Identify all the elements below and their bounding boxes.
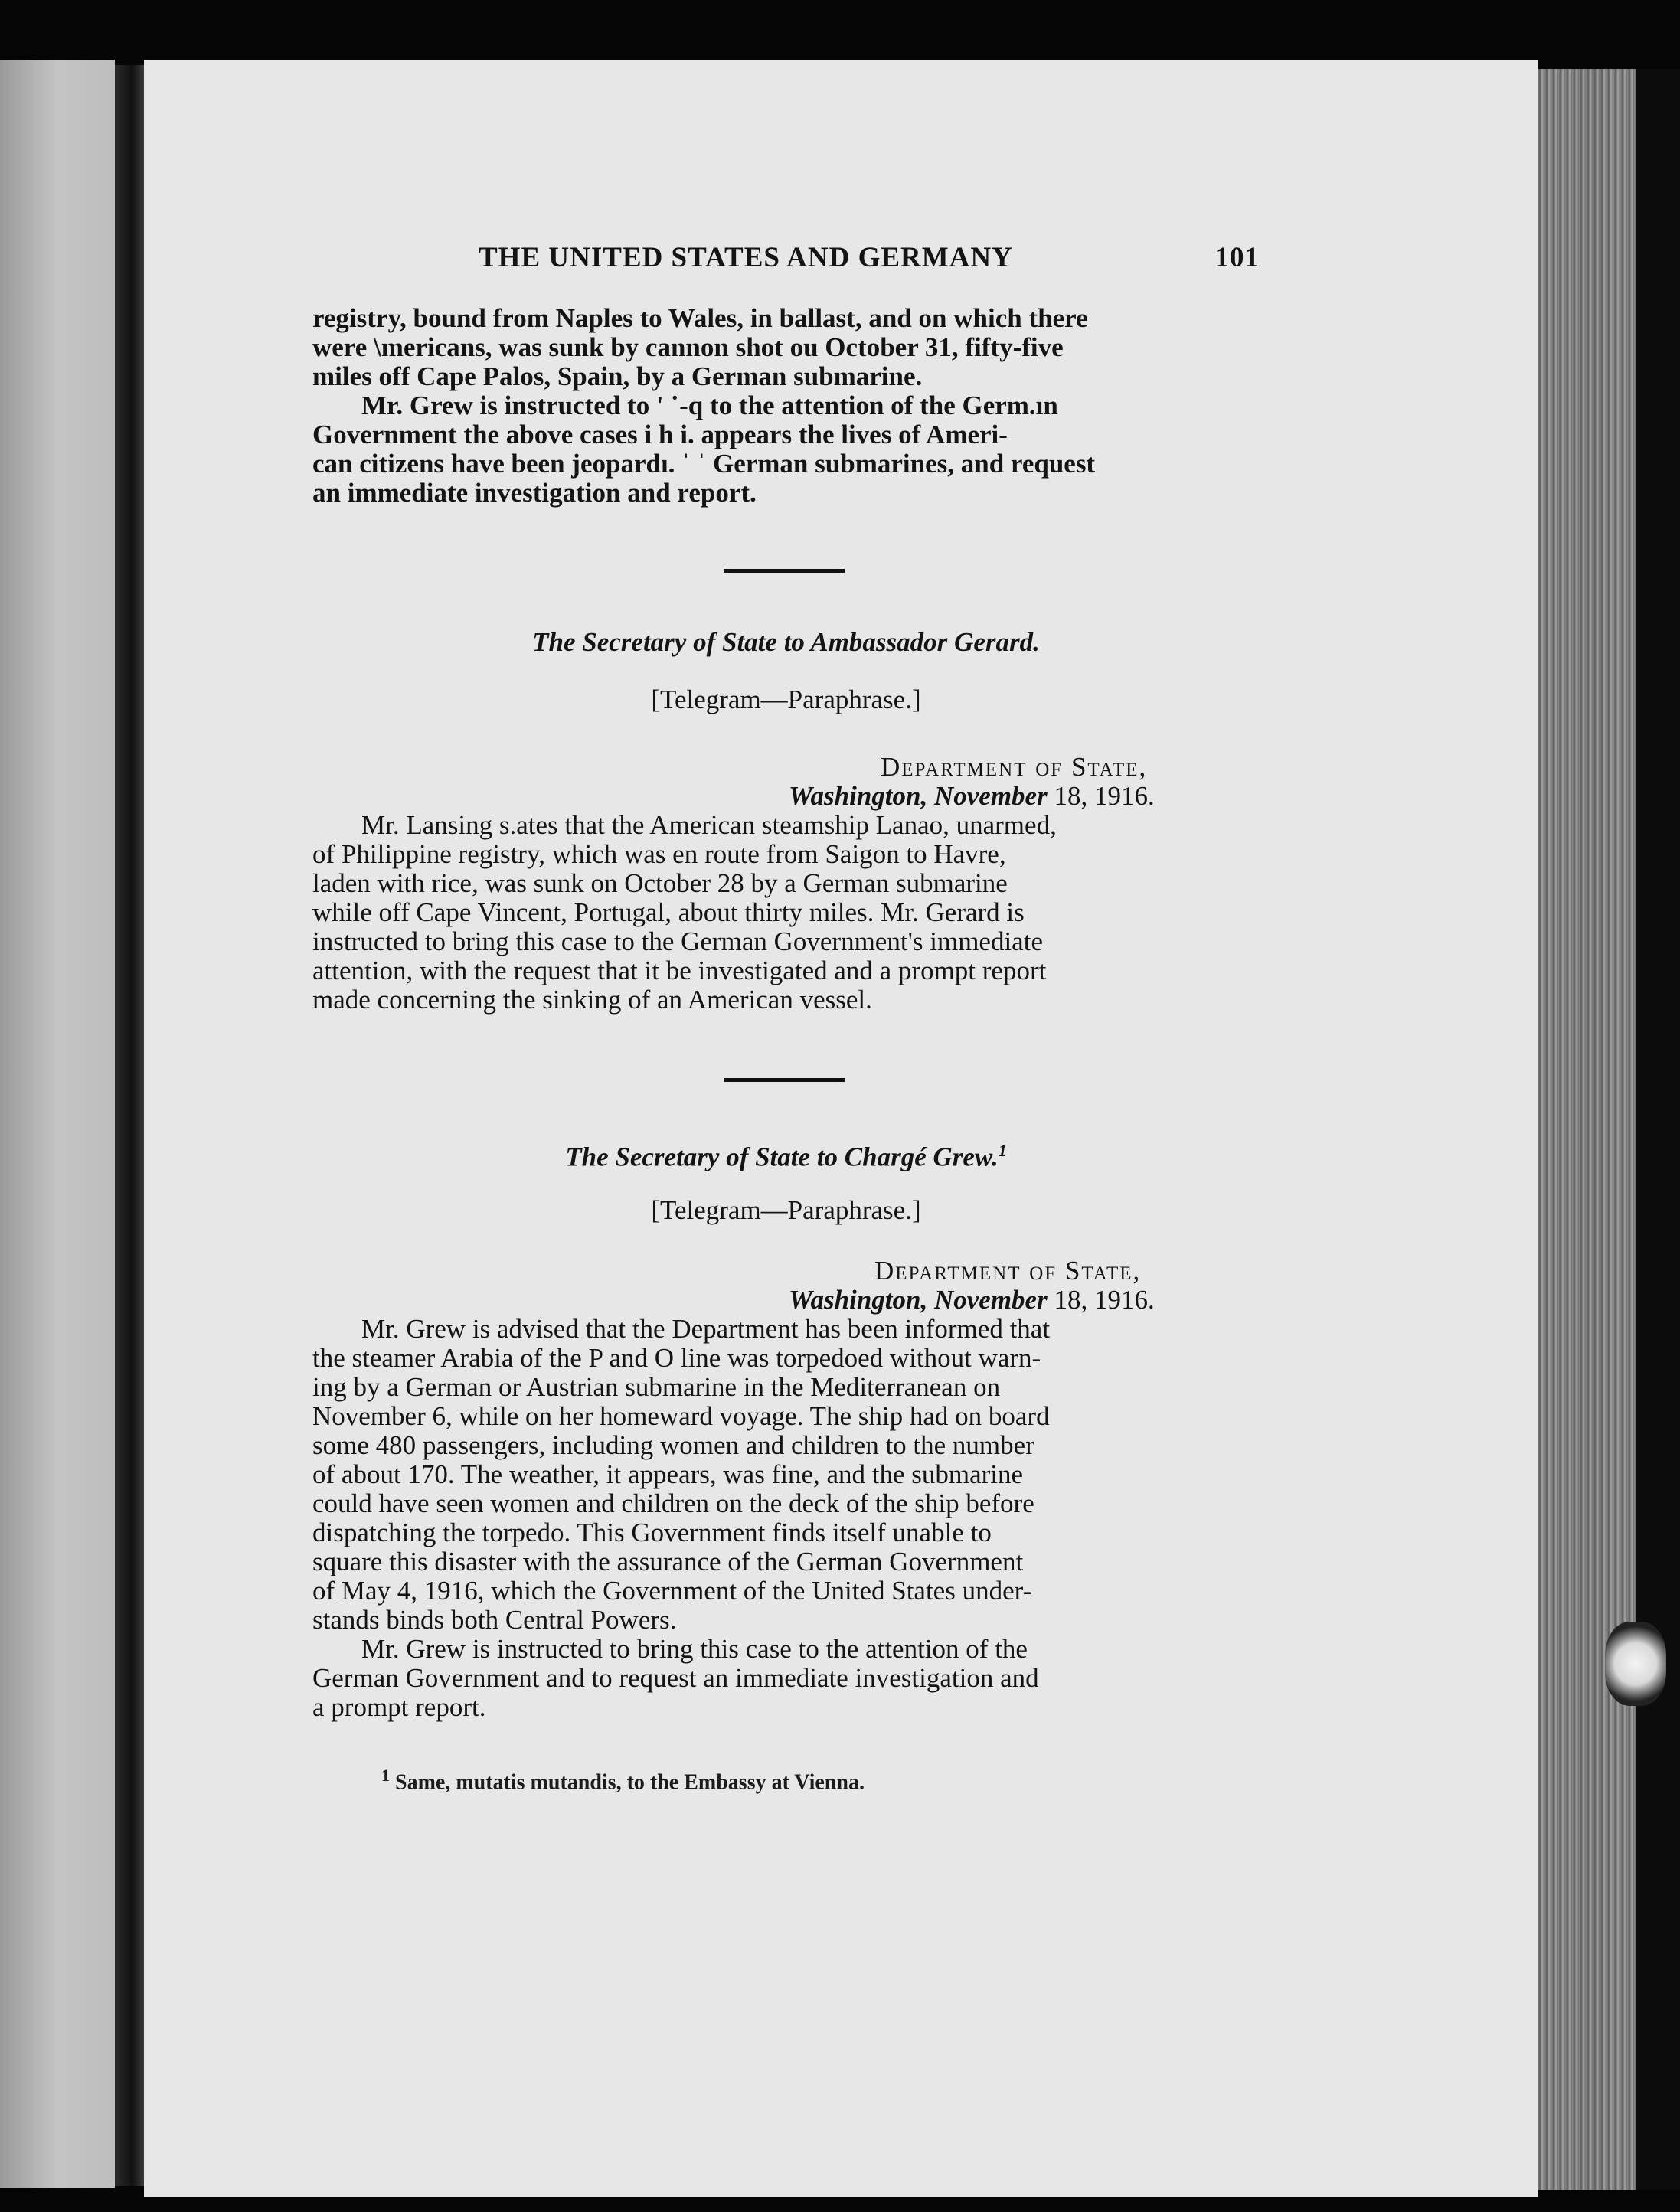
text-line: of Philippine registry, which was en route from Saigon to Havre,: [312, 839, 1006, 869]
running-title: THE UNITED STATES AND GERMANY: [479, 242, 1013, 273]
scan-background: [1636, 69, 1680, 2190]
doc1-dateline: [789, 782, 1155, 811]
text-line: could have seen women and children on the deck of the ship before: [312, 1488, 1034, 1518]
text-line: Mr. Grew is advised that the Department has been informed that: [361, 1314, 1051, 1344]
running-header: [479, 243, 1260, 273]
text-line: square this disaster with the assurance of the German Government: [312, 1547, 1024, 1576]
doc1-department: Department of State,: [881, 752, 1148, 782]
footnote-text: Same, mutatis mutandis, to the Embassy at Vienna.: [395, 1770, 865, 1795]
text-line: Mr. Grew is instructed to ' ˙‑q to the attention of the Germ.ın: [361, 390, 1058, 420]
continuation-paragraph: [312, 304, 1260, 508]
doc2-dateline: [789, 1286, 1155, 1315]
text-line: registry, bound from Naples to Wales, in ballast, and on which there: [312, 303, 1088, 333]
text-line: stands binds both Central Powers.: [312, 1605, 677, 1635]
doc1-dateline-date: 18, 1916.: [1054, 781, 1155, 811]
text-line: German Government and to request an immediate investigation and: [312, 1663, 1039, 1693]
text-line: miles off Cape Palos, Spain, by a German submarine.: [312, 361, 923, 391]
section-divider: [724, 569, 845, 573]
text-line: a prompt report.: [312, 1692, 486, 1722]
text-line: laden with rice, was sunk on October 28 by a German submarine: [312, 868, 1008, 898]
doc2-dateline-date: 18, 1916.: [1054, 1285, 1155, 1315]
footnote: [381, 1766, 865, 1795]
text-line: an immediate investigation and report.: [312, 478, 757, 508]
section-divider: [724, 1078, 845, 1082]
book-gutter: [115, 65, 144, 2186]
text-line: were \mericans, was sunk by cannon shot ou October 31, fifty-five: [312, 332, 1064, 362]
doc2-department: Department of State,: [874, 1256, 1142, 1286]
footnote-mark: 1: [381, 1766, 390, 1785]
text-line: can citizens have been jeopardı. ˈ ˈ German submarines, and request: [312, 449, 1096, 479]
text-line: made concerning the sinking of an American vessel.: [312, 985, 872, 1015]
page-stack-edges: [1538, 69, 1636, 2190]
text-line: some 480 passengers, including women and children to the number: [312, 1430, 1034, 1460]
doc1-dateline-place: Washington, November: [789, 781, 1048, 811]
left-page-edge: [0, 60, 115, 2188]
page-number: 101: [1214, 242, 1260, 273]
text-line: dispatching the torpedo. This Government finds itself unable to: [312, 1518, 992, 1547]
text-line: instructed to bring this case to the German Government's immediate: [312, 926, 1043, 956]
doc2-title-text: The Secretary of State to Chargé Grew.: [565, 1142, 999, 1172]
page-tab-marker: [1605, 1622, 1666, 1706]
doc1-title: The Secretary of State to Ambassador Gerard.: [532, 627, 1040, 657]
text-line: November 6, while on her homeward voyage. The ship had on board: [312, 1401, 1050, 1431]
text-line: Government the above cases i h i. appears the lives of Ameri-: [312, 420, 1008, 449]
footnote-ref: 1: [998, 1141, 1007, 1160]
text-line: Mr. Grew is instructed to bring this case to the attention of the: [361, 1634, 1028, 1664]
doc2-dateline-place: Washington, November: [789, 1285, 1048, 1315]
doc2-body: [312, 1315, 1260, 1722]
text-line: ing by a German or Austrian submarine in the Mediterranean on: [312, 1372, 1001, 1402]
text-line: the steamer Arabia of the P and O line was torpedoed without warn-: [312, 1343, 1041, 1373]
text-line: Mr. Lansing s.ates that the American steamship Lanao, unarmed,: [361, 810, 1057, 840]
doc2-subtitle: [Telegram—Paraphrase.]: [651, 1195, 921, 1225]
text-line: while off Cape Vincent, Portugal, about thirty miles. Mr. Gerard is: [312, 897, 1025, 927]
doc1-body: [312, 811, 1260, 1015]
text-line: of about 170. The weather, it appears, was fine, and the submarine: [312, 1459, 1024, 1489]
doc1-subtitle: [Telegram—Paraphrase.]: [651, 685, 921, 714]
text-line: of May 4, 1916, which the Government of the United States under-: [312, 1576, 1032, 1606]
text-line: attention, with the request that it be investigated and a prompt report: [312, 956, 1047, 985]
doc2-title: [312, 1136, 1260, 1172]
